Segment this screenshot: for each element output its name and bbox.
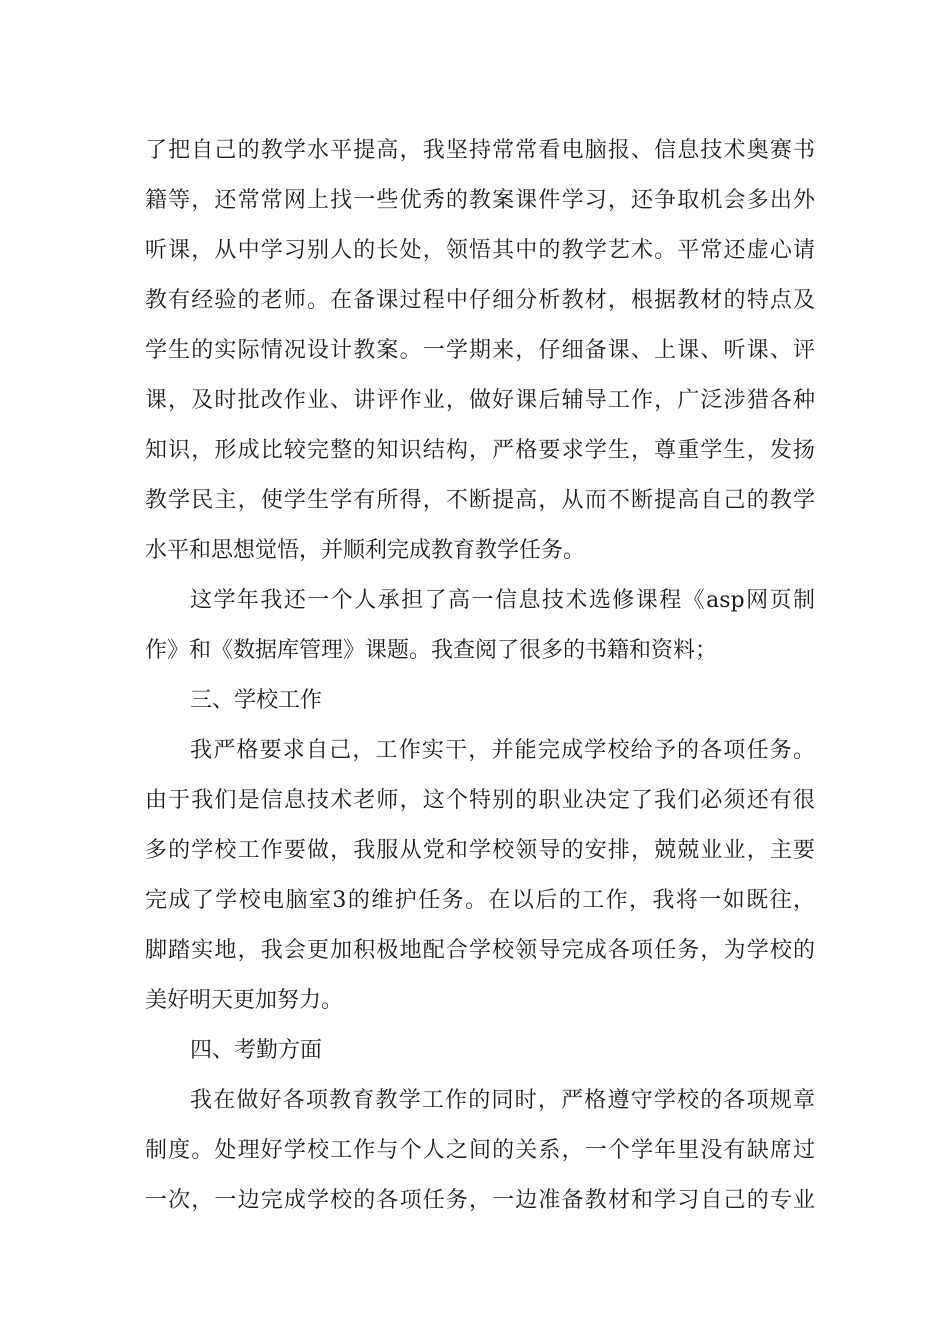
- text-line-22: 一次，一边完成学校的各项任务，一边准备教材和学习自己的专业: [145, 1188, 815, 1213]
- text-line-15: 多的学校工作要做，我服从党和学校领导的安排，兢兢业业，主要: [145, 838, 815, 863]
- text-line-8: 教学民主，使学生学有所得，不断提高，从而不断提高自己的教学: [145, 488, 815, 513]
- text-line-4: 教有经验的老师。在备课过程中仔细分析教材，根据教材的特点及: [145, 288, 815, 313]
- text-line-13: 我严格要求自己，工作实干，并能完成学校给予的各项任务。: [190, 738, 815, 763]
- text-line-17: 脚踏实地，我会更加积极地配合学校领导完成各项任务，为学校的: [145, 938, 815, 963]
- text-line-2: 籍等，还常常网上找一些优秀的教案课件学习，还争取机会多出外: [145, 188, 815, 213]
- text-line-6: 课，及时批改作业、讲评作业，做好课后辅导工作，广泛涉猎各种: [145, 388, 815, 413]
- text-line-18: 美好明天更加努力。: [145, 988, 344, 1013]
- section-heading-school-work: 三、学校工作: [190, 688, 323, 713]
- text-line-10: 这学年我还一个人承担了高一信息技术选修课程《asp网页制: [190, 588, 815, 613]
- text-line-21: 制度。处理好学校工作与个人之间的关系，一个学年里没有缺席过: [145, 1138, 815, 1163]
- section-heading-attendance: 四、考勤方面: [190, 1038, 323, 1063]
- text-line-1: 了把自己的教学水平提高，我坚持常常看电脑报、信息技术奥赛书: [145, 138, 815, 163]
- text-line-9: 水平和思想觉悟，并顺利完成教育教学任务。: [145, 538, 586, 563]
- text-line-20: 我在做好各项教育教学工作的同时，严格遵守学校的各项规章: [190, 1088, 815, 1113]
- text-line-7: 知识，形成比较完整的知识结构，严格要求学生，尊重学生，发扬: [145, 438, 815, 463]
- text-line-11: 作》和《数据库管理》课题。我查阅了很多的书籍和资料；: [145, 638, 718, 663]
- text-line-3: 听课，从中学习别人的长处，领悟其中的教学艺术。平常还虚心请: [145, 238, 815, 263]
- text-line-14: 由于我们是信息技术老师，这个特别的职业决定了我们必须还有很: [145, 788, 815, 813]
- text-line-16: 完成了学校电脑室3的维护任务。在以后的工作，我将一如既往，: [145, 888, 815, 913]
- text-line-5: 学生的实际情况设计教案。一学期来，仔细备课、上课、听课、评: [145, 338, 815, 363]
